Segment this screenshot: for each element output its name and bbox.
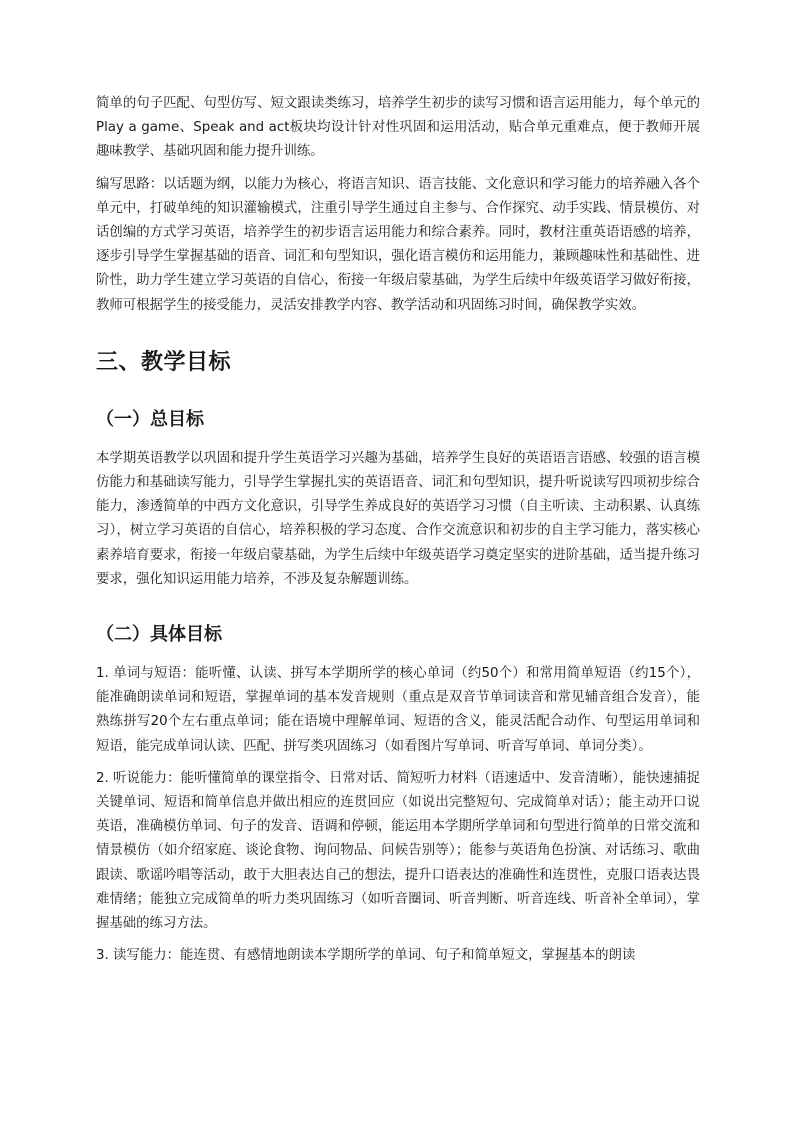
document-page — [96, 92, 700, 976]
specific-goal-item: 3. 读写能力：能连贯、有感情地朗读本学期所学的单词、句子和简单短文，掌握基本的朗读 — [96, 948, 636, 964]
specific-goal-item: 1. 单词与短语：能听懂、认读、拼写本学期所学的核心单词（约50个）和常用简单短语（约15个），能准确朗读单词和短语，掌握单词的基本发音规则（重点是双音节单词读音和常见辅音组合发音），能熟练拼写20个左右重点单词；能在语境中理解单词、短语的含义，能灵活配合动作、句型运用单词和短语，能完成单词认读、匹配、拼写类巩固练习（如看图片写单词、听音写单词、单词分类）。 — [96, 666, 700, 754]
subheading-general-goal: （一）总目标 — [96, 408, 204, 430]
section-heading-teaching-goals: 三、教学目标 — [96, 349, 232, 375]
specific-goal-item: 2. 听说能力：能听懂简单的课堂指令、日常对话、简短听力材料（语速适中、发音清晰），能快速捕捉关键单词、短语和简单信息并做出相应的连贯回应（如说出完整短句、完成简单对话）；能主动开口说英语，准确模仿单词、句子的发音、语调和停顿，能运用本学期所学单词和句型进行简单的日常交流和情景模仿（如介绍家庭、谈论食物、询问物品、问候告别等）；能参与英语角色扮演、对话练习、歌曲跟读、歌谣吟唱等活动，敢于大胆表达自己的想法，提升口语表达的准确性和连贯性，克服口语表达畏难情绪；能独立完成简单的听力类巩固练习（如听音圈词、听音判断、听音连线、听音补全单词），掌握基础的练习方法。 — [96, 770, 700, 932]
subheading-specific-goals: （二）具体目标 — [96, 624, 222, 646]
writing-approach-paragraph: 编写思路：以话题为纲，以能力为核心，将语言知识、语言技能、文化意识和学习能力的培养融入各个单元中，打破单纯的知识灌输模式，注重引导学生通过自主参与、合作探究、动手实践、情景模仿、对话创编的方式学习英语，培养学生的初步语言运用能力和综合素养。同时，教材注重英语语感的培养，逐步引导学生掌握基础的语音、词汇和句型知识，强化语言模仿和运用能力，兼顾趣味性和基础性、进阶性，助力学生建立学习英语的自信心，衔接一年级启蒙基础，为学生后续中年级英语学习做好衔接，教师可根据学生的接受能力，灵活安排教学内容、教学活动和巩固练习时间，确保教学实效。 — [96, 176, 700, 313]
intro-paragraph: 简单的句子匹配、句型仿写、短文跟读类练习，培养学生初步的读写习惯和语言运用能力，每个单元的Play a game、Speak and act板块均设计针对性巩固和运用活动，贴合单元重难点，便于教师开展趣味教学、基础巩固和能力提升训练。 — [96, 96, 700, 160]
general-goal-paragraph: 本学期英语教学以巩固和提升学生英语学习兴趣为基础，培养学生良好的英语语言语感、较强的语言模仿能力和基础读写能力，引导学生掌握扎实的英语语音、词汇和句型知识，提升听说读写四项初步综合能力，渗透简单的中西方文化意识，引导学生养成良好的英语学习习惯（自主听读、主动积累、认真练习），树立学习英语的自信心，培养积极的学习态度、合作交流意识和初步的自主学习能力，落实核心素养培育要求，衔接一年级启蒙基础，为学生后续中年级英语学习奠定坚实的进阶基础，适当提升练习要求，强化知识运用能力培养，不涉及复杂解题训练。 — [96, 450, 700, 587]
